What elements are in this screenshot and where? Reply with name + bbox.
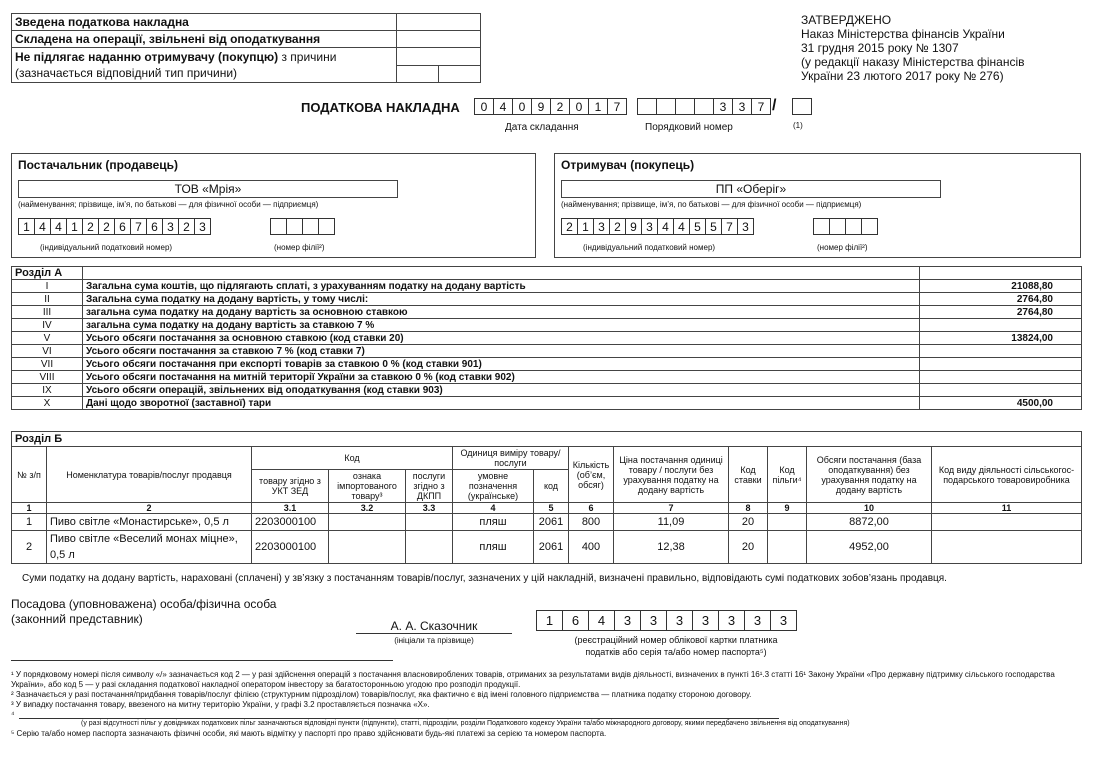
buyer-branch-field[interactable] — [813, 218, 877, 236]
doc-title: ПОДАТКОВА НАКЛАДНА — [301, 100, 460, 115]
cell-unit[interactable]: пляш — [453, 531, 534, 564]
cell-rate[interactable]: 20 — [729, 514, 768, 531]
section-a-value[interactable]: 2764,80 — [920, 306, 1082, 319]
column-number: 2 — [47, 503, 252, 514]
number-footnote: (1) — [793, 121, 803, 130]
seller-name-hint: (найменування; прізвище, ім’я, по батькові — для фізичної особи — підприємця) — [18, 200, 319, 209]
col-unit-code-header: код — [534, 470, 569, 503]
cell-activity[interactable] — [932, 514, 1082, 531]
signer-reg-label-line: податків або серія та/або номер паспорта⁵) — [585, 647, 767, 657]
buyer-block — [554, 153, 1081, 258]
section-a-table — [11, 266, 1082, 410]
footnote-4: ⁴ — [11, 710, 15, 719]
section-a-text: Загальна сума податку на додану вартість, у тому числі: — [83, 293, 920, 306]
section-a-value[interactable]: 4500,00 — [920, 397, 1082, 410]
buyer-ipn-digit: 2 — [609, 218, 626, 235]
consolidated-label: Зведена податкова накладна — [12, 14, 397, 31]
footnote-1: ¹ У порядковому номері після символу «/» зазначається код 2 — у разі здійснення операцій з постачання власновироблених товарів, отриманих за результатами видів діяльності, визначених в пункті 16¹.3 статті 16¹ Закону України «Про державну підтримку сільського господарства України», або код 5 — у разі складання податкової накладної оператором інвестору за багатосторонньою угодою про розподіл продукції. — [11, 670, 1055, 689]
column-number: 5 — [534, 503, 569, 514]
seller-name[interactable]: ТОВ «Мрія» — [18, 180, 398, 198]
cell-activity[interactable] — [932, 531, 1082, 564]
column-number: 6 — [569, 503, 614, 514]
header-checkboxes — [11, 13, 481, 83]
buyer-ipn-digit: 3 — [641, 218, 658, 235]
section-a-value[interactable] — [920, 319, 1082, 332]
section-a-value[interactable] — [920, 384, 1082, 397]
signer-reg-label — [536, 634, 816, 658]
footnote-3: ³ У випадку постачання товару, ввезеного на митну територію України, у графі 3.2 проставляється позначка «Х». — [11, 700, 430, 709]
date-field[interactable] — [474, 98, 626, 116]
approval-block — [801, 13, 1025, 83]
seller-branch-label: (номер філії²) — [274, 243, 325, 252]
section-a-row — [12, 332, 1082, 345]
reg-digit: 3 — [744, 610, 771, 631]
seller-ipn-digit: 7 — [130, 218, 147, 235]
buyer-branch-label: (номер філії²) — [817, 243, 868, 252]
seller-ipn-digit: 6 — [114, 218, 131, 235]
buyer-name-hint: (найменування; прізвище, ім’я, по батькові — для фізичної особи — підприємця) — [561, 200, 862, 209]
col-price-header: Ціна постачання одиниці товару / послуги без урахування податку на додану вартість — [614, 447, 729, 503]
section-a-row — [12, 319, 1082, 332]
cell-rate[interactable]: 20 — [729, 531, 768, 564]
cell-price[interactable]: 11,09 — [614, 514, 729, 531]
section-a-row — [12, 345, 1082, 358]
number-digit — [637, 98, 657, 115]
seller-ipn-digit: 3 — [194, 218, 211, 235]
date-digit: 0 — [512, 98, 532, 115]
date-digit: 4 — [493, 98, 513, 115]
section-a-text: загальна сума податку на додану вартість за ставкою 7 % — [83, 319, 920, 332]
date-digit: 0 — [474, 98, 494, 115]
number-label: Порядковий номер — [645, 122, 733, 133]
exempt-label: Складена на операції, звільнені від оподаткування — [12, 31, 397, 48]
section-a-num: V — [12, 332, 83, 345]
footnote-divider — [11, 660, 393, 661]
date-digit: 9 — [531, 98, 551, 115]
seller-ipn-field[interactable] — [18, 218, 210, 236]
footnote-5: ⁵ Серію та/або номер паспорта зазначають фізичні особи, які мають відмітку у паспорті про право здійснювати будь-які платежі за серією та номером паспорта. — [11, 729, 607, 738]
col-import-header: ознака імпортованого товару³ — [329, 470, 406, 503]
section-a-text: Дані щодо зворотної (заставної) тари — [83, 397, 920, 410]
invoice-number-field[interactable] — [637, 98, 770, 116]
section-a-text: Загальна сума коштів, що підлягають сплаті, з урахуванням податку на додану вартість — [83, 280, 920, 293]
section-a-text: Усього обсяги постачання на митній території України за ставкою 0 % (код ставки 902) — [83, 371, 920, 384]
column-number: 11 — [932, 503, 1082, 514]
column-number: 7 — [614, 503, 729, 514]
seller-ipn-label: (індивідуальний податковий номер) — [40, 243, 173, 252]
seller-ipn-digit: 3 — [162, 218, 179, 235]
number-digit: 7 — [751, 98, 771, 115]
seller-ipn-digit: 1 — [18, 218, 35, 235]
date-digit: 7 — [607, 98, 627, 115]
col-volume-header: Обсяги постачання (база оподаткування) без урахування податку на додану вартість — [807, 447, 932, 503]
signer-line: Посадова (уповноважена) особа/фізична особа — [11, 597, 277, 611]
buyer-ipn-digit: 4 — [657, 218, 674, 235]
signer-name[interactable]: А. А. Сказочник — [356, 619, 512, 634]
not-provided-checkbox[interactable] — [397, 48, 481, 66]
column-number: 3.1 — [252, 503, 329, 514]
section-a-text: Усього обсяги постачання за ставкою 7 % (код ставки 7) — [83, 345, 920, 358]
cell-imp[interactable] — [329, 514, 406, 531]
cell-name[interactable]: Пиво світле «Монастирське», 0,5 л — [47, 514, 252, 531]
seller-title: Постачальник (продавець) — [18, 158, 179, 172]
buyer-ipn-digit: 5 — [705, 218, 722, 235]
approval-line: (у редакції наказу Міністерства фінансів — [801, 55, 1025, 69]
reg-digit: 3 — [718, 610, 745, 631]
seller-ipn-digit: 4 — [50, 218, 67, 235]
buyer-ipn-digit: 3 — [593, 218, 610, 235]
section-a-row — [12, 306, 1082, 319]
signer-title — [11, 597, 276, 627]
section-a-row — [12, 397, 1082, 410]
number-digit: 3 — [713, 98, 733, 115]
buyer-ipn-digit: 2 — [561, 218, 578, 235]
section-a-row — [12, 384, 1082, 397]
buyer-ipn-digit: 7 — [721, 218, 738, 235]
number-digit — [656, 98, 676, 115]
section-a-value[interactable]: 21088,80 — [920, 280, 1082, 293]
footnote-4-hint: (у разі відсутності пільг у довідниках податкових пільг зазначаються відповідні пункти (підпункти), статті, підрозділи, розділи Податкового кодексу України та/або міжнародного договору, якими передбачено звільнення від оподаткування) — [81, 720, 850, 727]
section-a-num: X — [12, 397, 83, 410]
section-a-row — [12, 293, 1082, 306]
col-benefit-header: Код пільги⁴ — [768, 447, 807, 503]
cell-price[interactable]: 12,38 — [614, 531, 729, 564]
seller-ipn-digit: 2 — [98, 218, 115, 235]
approval-line: України 23 лютого 2017 року № 276) — [801, 69, 1004, 83]
signer-name-label: (ініціали та прізвище) — [394, 636, 474, 645]
section-a-value[interactable] — [920, 345, 1082, 358]
seller-ipn-digit: 4 — [34, 218, 51, 235]
cell-imp[interactable] — [329, 531, 406, 564]
buyer-ipn-digit: 3 — [737, 218, 754, 235]
section-b-title: Розділ Б — [12, 432, 1082, 447]
footnotes — [11, 670, 1079, 739]
reason-type-box-1[interactable] — [397, 65, 439, 83]
number-digit — [675, 98, 695, 115]
cell-qty[interactable]: 400 — [569, 531, 614, 564]
number-suffix-field[interactable] — [792, 98, 811, 116]
footnote-2: ² Зазначається у разі постачання/придбання товарів/послуг філією (структурним підрозділом) товарів/послуг, яка фактично є від імені головного підприємства — платника податку стороною договору. — [11, 690, 752, 699]
section-a-text: Усього обсяги операцій, звільнених від оподаткування (код ставки 903) — [83, 384, 920, 397]
section-a-num: II — [12, 293, 83, 306]
section-a-value[interactable]: 2764,80 — [920, 293, 1082, 306]
cell-qty[interactable]: 800 — [569, 514, 614, 531]
cell-name[interactable]: Пиво світле «Веселий монах міцне», 0,5 л — [47, 531, 252, 564]
consolidated-checkbox[interactable] — [397, 14, 481, 31]
reg-digit: 1 — [536, 610, 563, 631]
section-a-value[interactable] — [920, 358, 1082, 371]
section-a-num: IX — [12, 384, 83, 397]
col-activity-header: Код виду діяльності сільськогос-подарського товаровиробника — [932, 447, 1082, 503]
section-a-text: Усього обсяги постачання при експорті товарів за ставкою 0 % (код ставки 901) — [83, 358, 920, 371]
cell-benefit[interactable] — [768, 531, 807, 564]
section-b-table — [11, 431, 1082, 564]
approval-line: ЗАТВЕРДЖЕНО — [801, 13, 892, 27]
table-row — [12, 531, 1082, 564]
reg-digit: 3 — [614, 610, 641, 631]
buyer-ipn-field[interactable] — [561, 218, 753, 236]
section-a-value[interactable] — [920, 371, 1082, 384]
date-digit: 1 — [588, 98, 608, 115]
number-digit: 3 — [732, 98, 752, 115]
seller-branch-field[interactable] — [270, 218, 334, 236]
column-number: 8 — [729, 503, 768, 514]
section-a-value[interactable]: 13824,00 — [920, 332, 1082, 345]
col-qty-header: Кількість (об’єм, обсяг) — [569, 447, 614, 503]
col-num-header: № з/п — [12, 447, 47, 503]
buyer-ipn-digit: 9 — [625, 218, 642, 235]
cell-code[interactable]: 2203000100 — [252, 514, 329, 531]
exempt-checkbox[interactable] — [397, 31, 481, 48]
section-a-row — [12, 358, 1082, 371]
buyer-name[interactable]: ПП «Оберіг» — [561, 180, 941, 198]
reg-digit: 3 — [692, 610, 719, 631]
reg-digit: 3 — [640, 610, 667, 631]
buyer-ipn-digit: 5 — [689, 218, 706, 235]
buyer-ipn-label: (індивідуальний податковий номер) — [583, 243, 716, 252]
signer-registration-field[interactable] — [536, 610, 796, 631]
date-digit: 2 — [550, 98, 570, 115]
seller-ipn-digit: 2 — [178, 218, 195, 235]
section-a-title: Розділ А — [12, 267, 83, 280]
buyer-title: Отримувач (покупець) — [561, 158, 695, 172]
column-number: 1 — [12, 503, 47, 514]
cell-volume[interactable]: 4952,00 — [807, 531, 932, 564]
date-digit: 0 — [569, 98, 589, 115]
signer-line: (законний представник) — [11, 612, 143, 626]
column-number: 9 — [768, 503, 807, 514]
statement: Суми податку на додану вартість, нараховані (сплачені) у зв’язку з постачанням товарів/послуг, зазначених у цій накладній, визначені правильно, відповідають сумі податкових зобов’язань продавця. — [22, 573, 947, 584]
seller-ipn-digit: 1 — [66, 218, 83, 235]
number-slash: / — [772, 97, 777, 114]
cell-volume[interactable]: 8872,00 — [807, 514, 932, 531]
reg-digit: 3 — [666, 610, 693, 631]
seller-ipn-digit: 6 — [146, 218, 163, 235]
col-unit-name-header: умовне позначення (українське) — [453, 470, 534, 503]
col-code-header: Код — [252, 447, 453, 470]
table-row — [12, 514, 1082, 531]
reg-digit: 3 — [770, 610, 797, 631]
section-a-num: VI — [12, 345, 83, 358]
approval-line: Наказ Міністерства фінансів України — [801, 27, 1005, 41]
section-a-row — [12, 371, 1082, 384]
buyer-ipn-digit: 4 — [673, 218, 690, 235]
section-a-row — [12, 280, 1082, 293]
section-a-num: VIII — [12, 371, 83, 384]
column-number: 3.3 — [406, 503, 453, 514]
section-a-text: загальна сума податку на додану вартість за основною ставкою — [83, 306, 920, 319]
cell-dkpp[interactable] — [406, 514, 453, 531]
buyer-ipn-digit: 1 — [577, 218, 594, 235]
reg-digit: 4 — [588, 610, 615, 631]
seller-block — [11, 153, 536, 258]
signer-reg-label-line: (реєстраційний номер облікової картки платника — [574, 635, 778, 645]
col-uktzed-header: товару згідно з УКТ ЗЕД — [252, 470, 329, 503]
section-a-num: IV — [12, 319, 83, 332]
section-a-num: VII — [12, 358, 83, 371]
section-a-num: III — [12, 306, 83, 319]
not-provided-label: Не підлягає наданню отримувачу (покупцю) з причини (зазначається відповідний тип причини) — [12, 48, 397, 83]
cell-n[interactable]: 1 — [12, 514, 47, 531]
column-number: 10 — [807, 503, 932, 514]
reason-type-box-2[interactable] — [439, 65, 481, 83]
cell-dkpp[interactable] — [406, 531, 453, 564]
cell-unit[interactable]: пляш — [453, 514, 534, 531]
approval-line: 31 грудня 2015 року № 1307 — [801, 41, 959, 55]
cell-n[interactable]: 2 — [12, 531, 47, 564]
cell-code[interactable]: 2203000100 — [252, 531, 329, 564]
column-number: 3.2 — [329, 503, 406, 514]
cell-ucode[interactable]: 2061 — [534, 514, 569, 531]
date-label: Дата складання — [505, 122, 579, 133]
section-a-num: I — [12, 280, 83, 293]
seller-ipn-digit: 2 — [82, 218, 99, 235]
section-a-text: Усього обсяги постачання за основною ставкою (код ставки 20) — [83, 332, 920, 345]
cell-benefit[interactable] — [768, 514, 807, 531]
column-number: 4 — [453, 503, 534, 514]
col-unit-header: Одиниця виміру товару/послуги — [453, 447, 569, 470]
reg-digit: 6 — [562, 610, 589, 631]
col-rate-header: Код ставки — [729, 447, 768, 503]
cell-ucode[interactable]: 2061 — [534, 531, 569, 564]
col-name-header: Номенклатура товарів/послуг продавця — [47, 447, 252, 503]
col-dkpp-header: послуги згідно з ДКПП — [406, 470, 453, 503]
number-digit — [694, 98, 714, 115]
